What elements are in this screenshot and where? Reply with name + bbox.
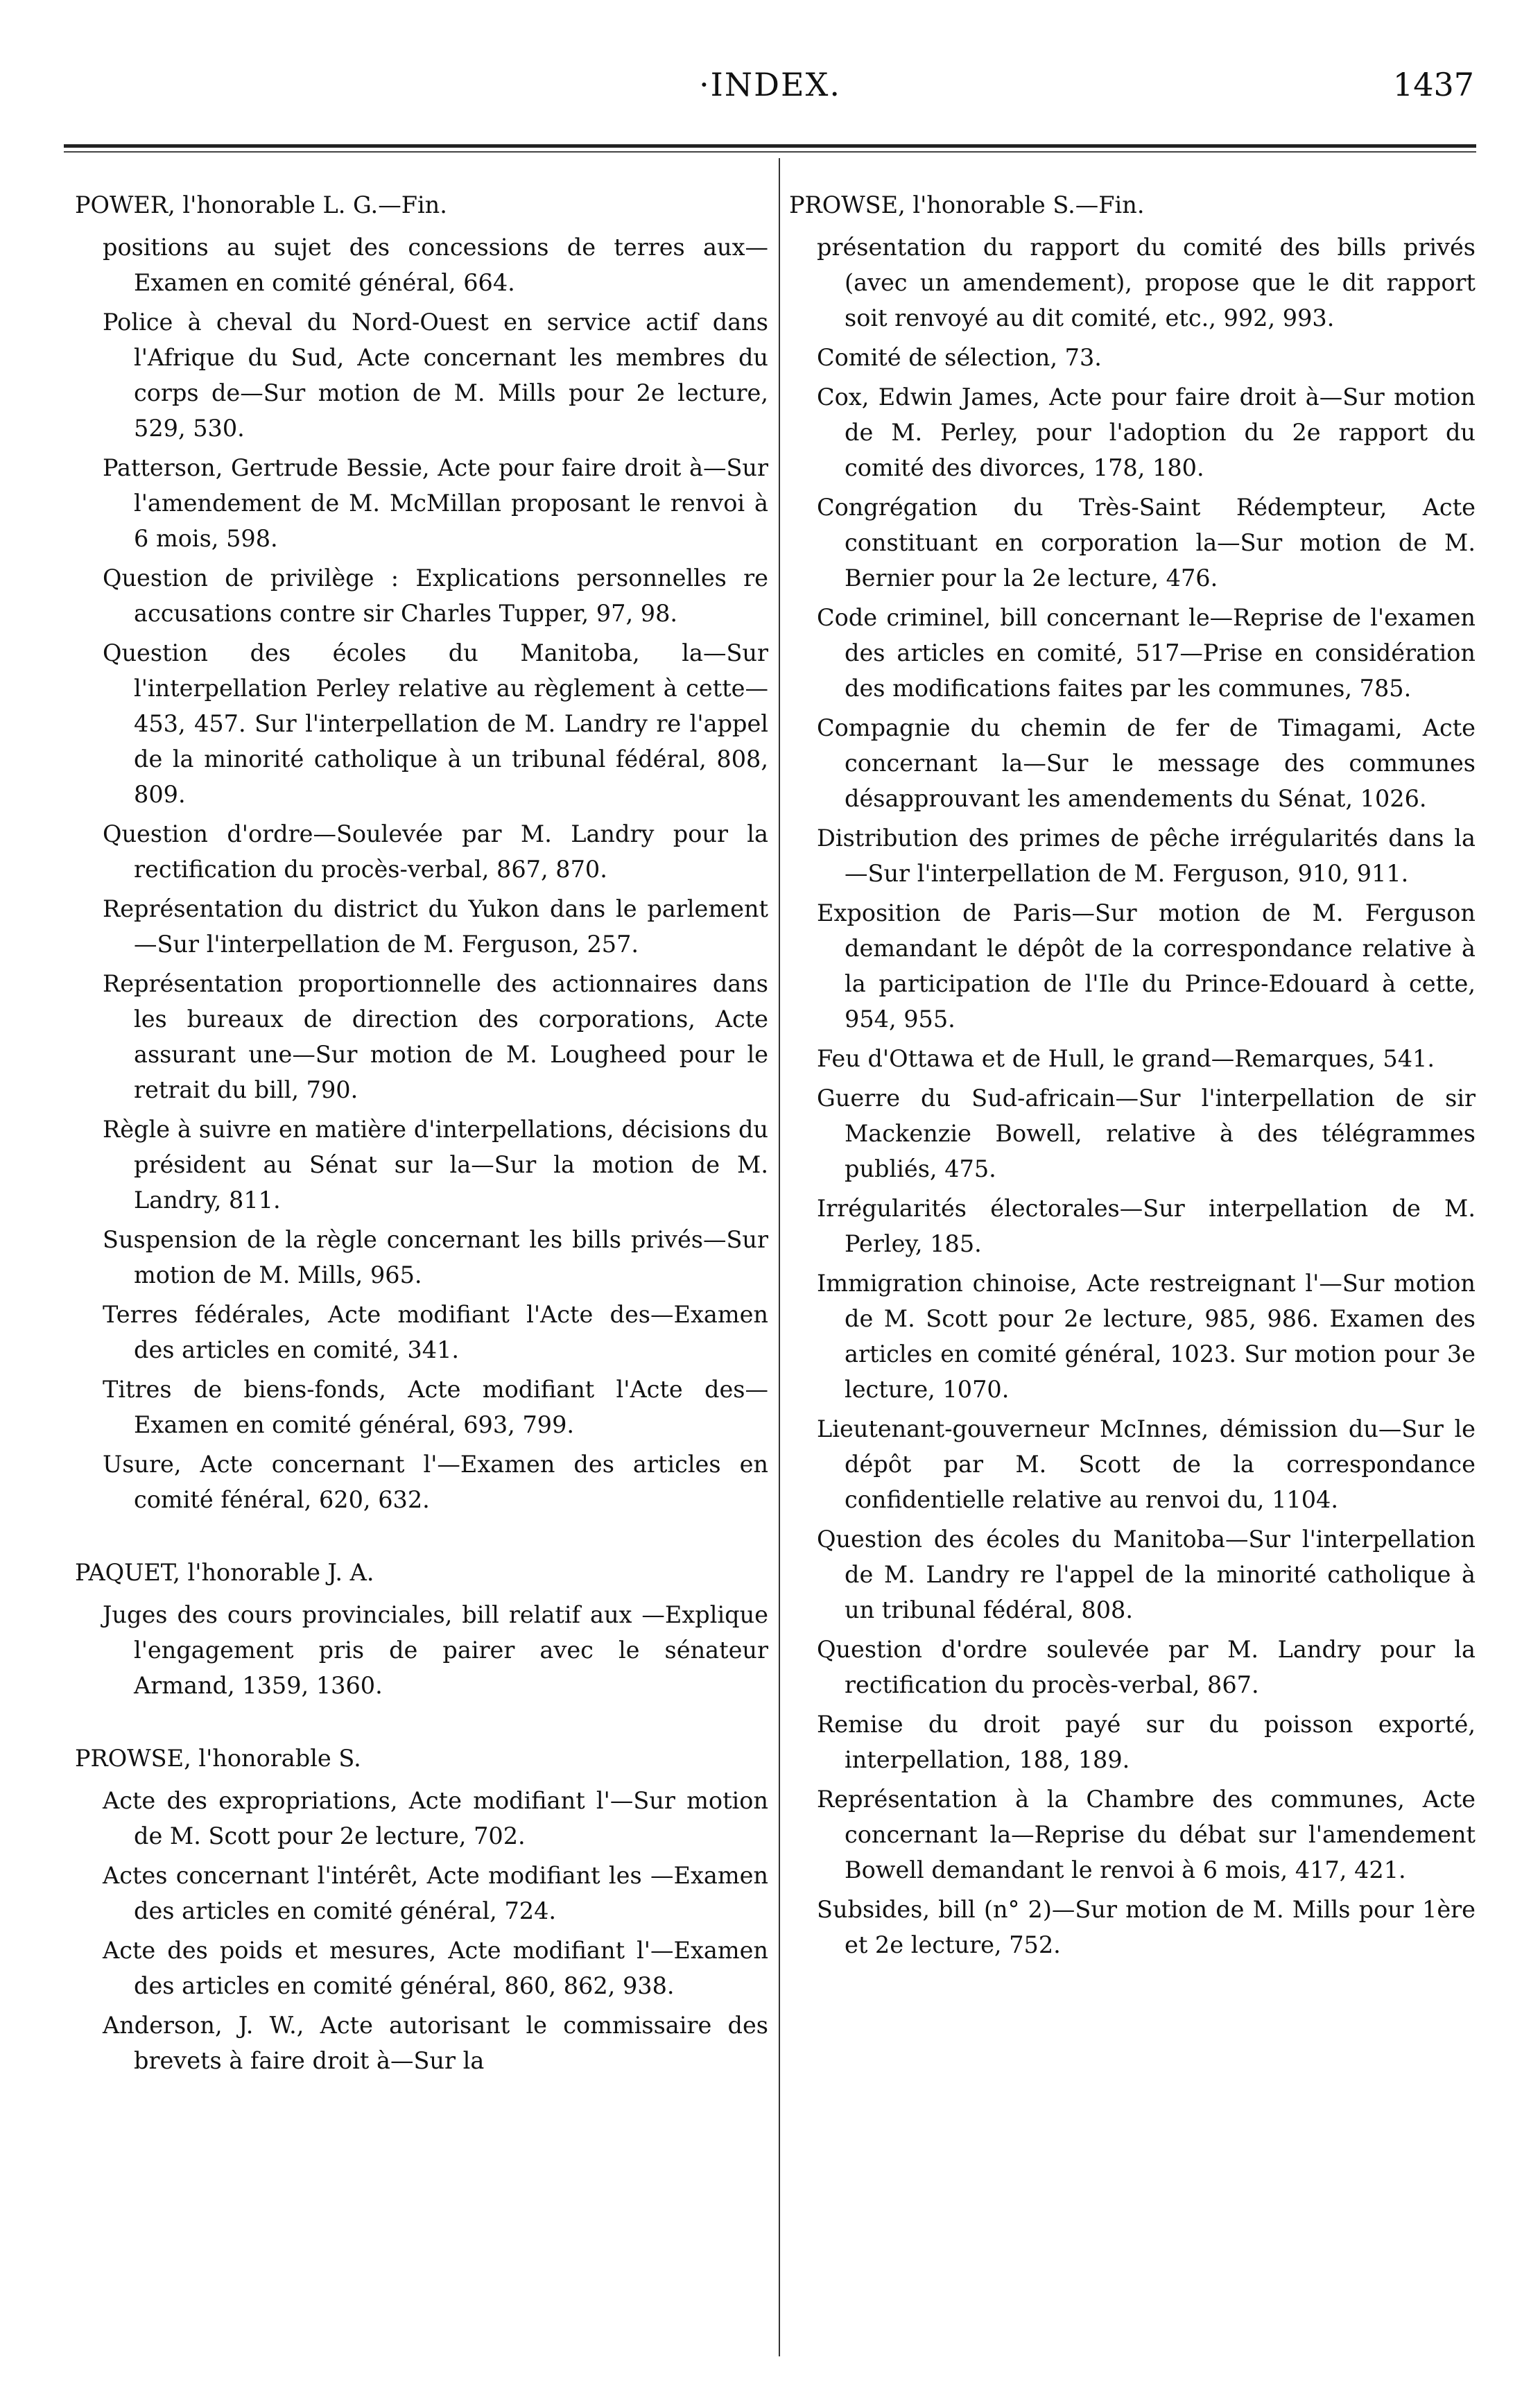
index-entry: Titres de biens-fonds, Acte modifiant l'Acte des—Examen en comité général, 693, 799. xyxy=(103,1376,768,1438)
index-entry: Lieutenant-gouverneur McInnes, démission du—Sur le dépôt par M. Scott de la correspondance confidentielle relative au renvoi du, 1104. xyxy=(817,1415,1476,1513)
index-entry: Représentation à la Chambre des communes, Acte concernant la—Reprise du débat sur l'amendement Bowell demandant le renvoi à 6 mois, 417, 421. xyxy=(817,1786,1476,1883)
left-column xyxy=(75,187,768,2082)
index-entry: Exposition de Paris—Sur motion de M. Ferguson demandant le dépôt de la correspondance relative à la participation de l'Ile du Prince-Edouard à cette, 954, 955. xyxy=(817,899,1476,1033)
index-entry: Usure, Acte concernant l'—Examen des articles en comité fénéral, 620, 632. xyxy=(103,1451,768,1513)
index-entry: Subsides, bill (n° 2)—Sur motion de M. Mills pour 1ère et 2e lecture, 752. xyxy=(817,1896,1476,1958)
index-heading: POWER, l'honorable L. G.—Fin. xyxy=(75,191,447,218)
index-entry: Question d'ordre—Soulevée par M. Landry pour la rectification du procès-verbal, 867, 870. xyxy=(103,820,768,883)
index-heading: PROWSE, l'honorable S.—Fin. xyxy=(789,191,1145,218)
index-block-paquet xyxy=(75,1555,768,1703)
index-entry: Cox, Edwin James, Acte pour faire droit à—Sur motion de M. Perley, pour l'adoption du 2e rapport du comité des divorces, 178, 180. xyxy=(817,383,1476,481)
index-entry: Patterson, Gertrude Bessie, Acte pour faire droit à—Sur l'amendement de M. McMillan proposant le renvoi à 6 mois, 598. xyxy=(103,454,768,552)
index-entry: Juges des cours provinciales, bill relatif aux —Explique l'engagement pris de pairer avec le sénateur Armand, 1359, 1360. xyxy=(103,1601,768,1699)
page-number: 1437 xyxy=(1392,66,1474,103)
index-entry: Question des écoles du Manitoba—Sur l'interpellation de M. Landry re l'appel de la minorité catholique à un tribunal fédéral, 808. xyxy=(817,1526,1476,1623)
right-column xyxy=(789,187,1476,1967)
index-entry: Guerre du Sud-africain—Sur l'interpellation de sir Mackenzie Bowell, relative à des télégrammes publiés, 475. xyxy=(817,1085,1476,1182)
index-entry: Actes concernant l'intérêt, Acte modifiant les —Examen des articles en comité général, 724. xyxy=(103,1862,768,1924)
index-entry: Police à cheval du Nord-Ouest en service actif dans l'Afrique du Sud, Acte concernant les membres du corps de—Sur motion de M. Mills pour 2e lecture, 529, 530. xyxy=(103,309,768,442)
index-entry: Acte des poids et mesures, Acte modifiant l'—Examen des articles en comité général, 860, 862, 938. xyxy=(103,1937,768,1999)
index-entry: Remise du droit payé sur du poisson exporté, interpellation, 188, 189. xyxy=(817,1711,1476,1773)
index-entry-continued: présentation du rapport du comité des bills privés (avec un amendement), propose que le dit rapport soit renvoyé au dit comité, etc., 992, 993. xyxy=(817,234,1476,331)
index-entry: Comité de sélection, 73. xyxy=(817,344,1102,371)
index-entry: Question d'ordre soulevée par M. Landry pour la rectification du procès-verbal, 867. xyxy=(817,1636,1476,1698)
index-entry: positions au sujet des concessions de terres aux—Examen en comité général, 664. xyxy=(103,234,768,296)
index-entry: Question de privilège : Explications personnelles re accusations contre sir Charles Tupper, 97, 98. xyxy=(103,564,768,627)
running-title: ·INDEX. xyxy=(699,66,841,103)
index-entry: Représentation du district du Yukon dans le parlement—Sur l'interpellation de M. Ferguson, 257. xyxy=(103,895,768,958)
index-entry: Question des écoles du Manitoba, la—Sur l'interpellation Perley relative au règlement à cette—453, 457. Sur l'interpellation de M. Landry re l'appel de la minorité catholique à un tribunal fédéral, 808, 809. xyxy=(103,639,768,808)
index-entry: Compagnie du chemin de fer de Timagami, Acte concernant la—Sur le message des communes désapprouvant les amendements du Sénat, 1026. xyxy=(817,714,1476,812)
index-entry: Feu d'Ottawa et de Hull, le grand—Remarques, 541. xyxy=(817,1045,1435,1072)
index-entry: Terres fédérales, Acte modifiant l'Acte des—Examen des articles en comité, 341. xyxy=(103,1301,768,1363)
index-entry: Code criminel, bill concernant le—Reprise de l'examen des articles en comité, 517—Prise en considération des modifications faites par les communes, 785. xyxy=(817,604,1476,702)
index-entry: Irrégularités électorales—Sur interpellation de M. Perley, 185. xyxy=(817,1195,1476,1257)
index-entry: Suspension de la règle concernant les bills privés—Sur motion de M. Mills, 965. xyxy=(103,1226,768,1288)
header-rule-thick xyxy=(64,144,1476,148)
header-rule-thin xyxy=(64,151,1476,153)
index-entry: Règle à suivre en matière d'interpellations, décisions du président au Sénat sur la—Sur la motion de M. Landry, 811. xyxy=(103,1116,768,1214)
index-entry: Représentation proportionnelle des actionnaires dans les bureaux de direction des corporations, Acte assurant une—Sur motion de M. Lougheed pour le retrait du bill, 790. xyxy=(103,970,768,1103)
index-block-power xyxy=(75,187,768,1517)
index-block-prowse xyxy=(75,1741,768,2078)
index-heading: PROWSE, l'honorable S. xyxy=(75,1745,361,1772)
index-entry: Distribution des primes de pêche irrégularités dans la—Sur l'interpellation de M. Ferguson, 910, 911. xyxy=(817,825,1476,887)
index-heading: PAQUET, l'honorable J. A. xyxy=(75,1559,374,1586)
index-entry: Anderson, J. W., Acte autorisant le commissaire des brevets à faire droit à—Sur la xyxy=(103,2012,768,2074)
column-divider xyxy=(779,158,780,2356)
page-header xyxy=(0,66,1540,121)
index-entry: Acte des expropriations, Acte modifiant l'—Sur motion de M. Scott pour 2e lecture, 702. xyxy=(103,1787,768,1849)
index-entry: Immigration chinoise, Acte restreignant l'—Sur motion de M. Scott pour 2e lecture, 985, 986. Examen des articles en comité général, 1023. Sur motion pour 3e lecture, 1070. xyxy=(817,1270,1476,1403)
index-entry: Congrégation du Très-Saint Rédempteur, Acte constituant en corporation la—Sur motion de M. Bernier pour la 2e lecture, 476. xyxy=(817,494,1476,592)
